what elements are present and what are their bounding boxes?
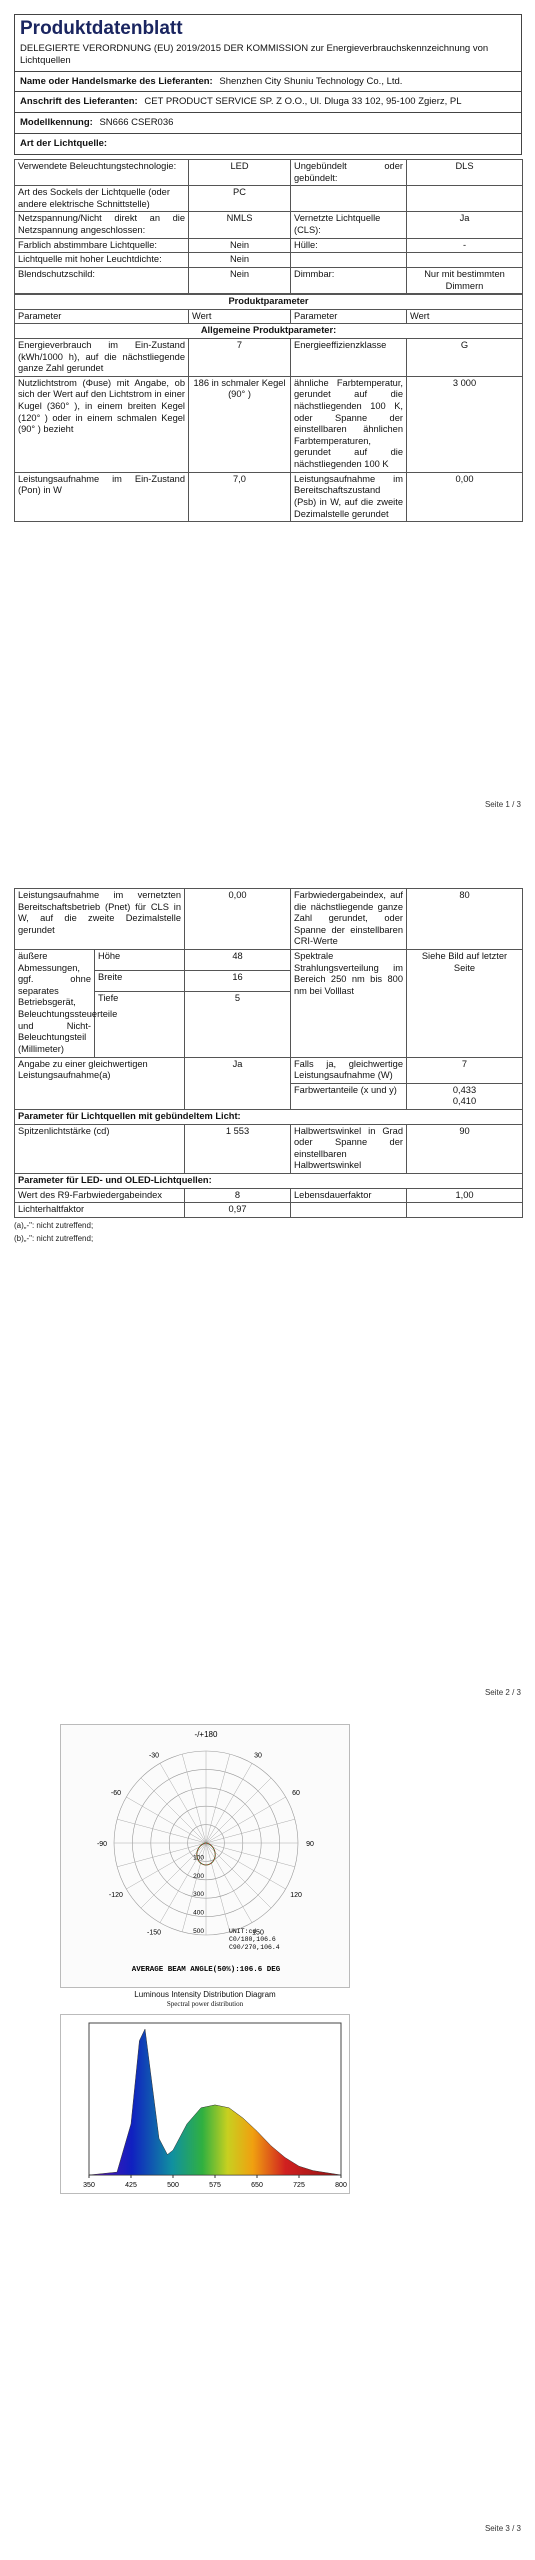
cell-peak-label: Spitzenlichtstärke (cd) (15, 1124, 185, 1173)
table-row (15, 1057, 523, 1083)
polar-angle-label: 150 (252, 1929, 264, 1937)
polar-angle-label: -90 (96, 1841, 108, 1848)
polar-spoke (182, 1754, 206, 1843)
table-row (15, 212, 523, 238)
supplier-name-label: Name oder Handelsmarke des Lieferanten: (20, 75, 213, 87)
cell-depth-value: 5 (185, 991, 291, 1057)
table-row (15, 267, 523, 293)
cell-cls-value: Ja (407, 212, 523, 238)
x-tick-label: 350 (83, 2182, 95, 2189)
polar-spoke (206, 1754, 230, 1843)
spectrum-chart (60, 2014, 350, 2194)
cell-mains-value: NMLS (189, 212, 291, 238)
cell-pon-value: 7,0 (189, 472, 291, 521)
cell-technology-value: LED (189, 160, 291, 186)
cell-directional-value: DLS (407, 160, 523, 186)
polar-c0-label: C0/180,106.6 (229, 1936, 276, 1943)
cell-pon-label: Leistungsaufnahme im Ein-Zustand (Pon) in W (15, 472, 189, 521)
table-row (15, 1174, 523, 1189)
table-row (15, 1109, 523, 1124)
cell-height-label: Höhe (95, 950, 185, 971)
cell-envelope-label: Hülle: (291, 238, 407, 253)
supplier-address-row (14, 92, 522, 113)
cell-energy-value: 7 (189, 338, 291, 376)
polar-spoke (126, 1797, 206, 1843)
x-tick-label: 425 (125, 2182, 137, 2189)
polar-angle-label: -60 (110, 1790, 121, 1797)
cell-maintenance-value: 0,97 (185, 1203, 291, 1218)
polar-ring-label: 300 (193, 1891, 204, 1899)
polar-top-label: -/+180 (194, 1730, 218, 1739)
directional-heading: Parameter für Lichtquellen mit gebündeltem Licht: (15, 1109, 523, 1124)
table-row (15, 889, 523, 950)
cell-r9-value: 8 (185, 1188, 291, 1203)
polar-spoke (206, 1819, 295, 1843)
table-row (15, 1188, 523, 1203)
polar-spoke (206, 1763, 252, 1843)
product-parameters-table (14, 294, 523, 522)
parameters-table-continued (14, 888, 523, 1218)
cell-hl-value: Nein (189, 253, 291, 268)
cell-energy-label: Energieverbrauch im Ein-Zustand (kWh/1000 h), auf die nächstliegende ganze Zahl gerundet (15, 338, 189, 376)
table-row (15, 324, 523, 339)
supplier-name: Shenzhen City Shuniu Technology Co., Ltd. (219, 75, 403, 87)
polar-caption: Luminous Intensity Distribution Diagram (134, 1990, 276, 1999)
col-header-param: Parameter (291, 309, 407, 324)
x-tick-label: 800 (335, 2182, 347, 2189)
table-row (15, 253, 523, 268)
polar-spoke (206, 1843, 286, 1889)
title-box (14, 14, 522, 72)
table-row (15, 1124, 523, 1173)
table-header-row (15, 309, 523, 324)
cell-depth-label: Tiefe (95, 991, 185, 1057)
polar-diagram (60, 1724, 350, 1988)
table-row (15, 338, 523, 376)
cell-width-label: Breite (95, 970, 185, 991)
cell-tunable-value: Nein (189, 238, 291, 253)
cell-dims-label: äußere Abmessungen, ggf. ohne separates Betriebsgerät, Beleuchtungssteuerteile und Nicht-Beleuchtungsteil (Millimeter) (15, 950, 95, 1057)
page-number: Seite 3 / 3 (484, 2524, 521, 2533)
table-row (15, 160, 523, 186)
cell-mains-label: Netzspannung/Nicht direkt an die Netzspannung angeschlossen: (15, 212, 189, 238)
cell-spectral-label: Spektrale Strahlungsverteilung im Bereich 250 nm bis 800 nm bei Volllast (291, 950, 407, 1057)
table-row (15, 950, 523, 971)
cell-directional-label: Ungebündelt oder gebündelt: (291, 160, 407, 186)
supplier-address: CET PRODUCT SERVICE SP. Z O.O., Ul. Dluga 33 102, 95-100 Zgierz, PL (144, 96, 462, 108)
polar-spoke (117, 1819, 206, 1843)
regulation-subtitle: DELEGIERTE VERORDNUNG (EU) 2019/2015 DER KOMMISSION zur Energieverbrauchskennzeichnung von Lichtquellen (20, 42, 489, 66)
cell-chroma-label: Farbwertanteile (x und y) (291, 1083, 407, 1109)
polar-ring-label: 200 (193, 1872, 204, 1880)
general-params-heading: Allgemeine Produktparameter: (15, 324, 523, 339)
cell-beam-value: 90 (407, 1124, 523, 1173)
polar-spoke (206, 1843, 230, 1932)
cell-cap-value: PC (189, 186, 291, 212)
x-tick-label: 650 (251, 2182, 263, 2189)
page-number: Seite 1 / 3 (484, 800, 521, 809)
footnote-b: (b)„-": nicht zutreffend; (14, 1233, 94, 1243)
polar-svg (61, 1725, 351, 1989)
cell-width-value: 16 (185, 970, 291, 991)
cell-pnet-label: Leistungsaufnahme im vernetzten Bereitschaftsbetrieb (Pnet) für CLS in W, auf die zweite Dezimalstelle gerundet (15, 889, 185, 950)
polar-beam-label: AVERAGE BEAM ANGLE(50%):106.6 DEG (131, 1966, 281, 1974)
cell-flux-value: 186 in schmaler Kegel (90° ) (189, 376, 291, 472)
polar-angle-label: 30 (254, 1752, 262, 1760)
table-row (15, 472, 523, 521)
cell-dimmable-label: Dimmbar: (291, 267, 407, 293)
table-row (15, 295, 523, 310)
header-block (14, 14, 522, 522)
cell-cct-value: 3 000 (407, 376, 523, 472)
cell-flux-label: Nutzlichtstrom (Φuse) mit Angabe, ob sich der Wert auf den Lichtstrom in einer Kugel (360° ), in einem breiten Kegel (120° ) oder in einem schmalen Kegel (90° ) bezieht (15, 376, 189, 472)
cell-tunable-label: Farblich abstimmbare Lichtquelle: (15, 238, 189, 253)
cell-survival-value: 1,00 (407, 1188, 523, 1203)
cell-empty (291, 186, 407, 212)
cell-empty (291, 253, 407, 268)
polar-spoke (126, 1843, 206, 1889)
polar-angle-label: -120 (108, 1892, 123, 1899)
cell-envelope-value: - (407, 238, 523, 253)
polar-c90-label: C90/270,106.4 (229, 1944, 280, 1951)
model-label: Modellkennung: (20, 117, 93, 129)
polar-unit-label: UNIT:cd (229, 1928, 257, 1935)
cell-empty (407, 253, 523, 268)
col-header-param: Parameter (15, 309, 189, 324)
footnote-a: (a)„-": nicht zutreffend; (14, 1220, 94, 1230)
polar-ring-label: 100 (193, 1854, 204, 1862)
cell-cap-label: Art des Sockels der Lichtquelle (oder andere elektrische Schnittstelle) (15, 186, 189, 212)
polar-spoke (206, 1843, 252, 1923)
light-source-type-table (14, 159, 523, 294)
model-value: SN666 CSER036 (99, 117, 174, 129)
cell-equiv-power-value: 7 (407, 1057, 523, 1083)
cell-r9-label: Wert des R9-Farbwiedergabeindex (15, 1188, 185, 1203)
col-header-value: Wert (407, 309, 523, 324)
cell-glare-value: Nein (189, 267, 291, 293)
table-row (15, 238, 523, 253)
cell-spectral-value: Siehe Bild auf letzter Seite (407, 950, 523, 1057)
cell-glare-label: Blendschutzschild: (15, 267, 189, 293)
cell-empty (407, 1203, 523, 1218)
cell-cri-value: 80 (407, 889, 523, 950)
spectrum-caption: Spectral power distribution (166, 2000, 244, 2008)
cell-maintenance-label: Lichterhaltfaktor (15, 1203, 185, 1218)
cell-cct-label: ähnliche Farbtemperatur, gerundet auf die nächstliegenden 100 K, oder Spanne der einstellbaren ähnlichen Farbtemperaturen, gerundet auf die nächstliegenden 100 K (291, 376, 407, 472)
polar-spoke (206, 1843, 271, 1908)
polar-spoke (206, 1797, 286, 1843)
page-title: Produktdatenblatt (20, 18, 183, 39)
cell-cri-label: Farbwiedergabeindex, auf die nächstliegende ganze Zahl gerundet, oder Spanne der einstellbaren CRI-Werte (291, 889, 407, 950)
cell-pnet-value: 0,00 (185, 889, 291, 950)
equiv-text: Angabe zu einer gleichwertigen Leistungsaufnahme(a) (18, 1058, 148, 1081)
cell-class-label: Energieeffizienzklasse (291, 338, 407, 376)
cell-survival-label: Lebensdauerfaktor (291, 1188, 407, 1203)
page-number: Seite 2 / 3 (484, 1688, 521, 1697)
polar-angle-label: -30 (148, 1752, 160, 1760)
type-heading: Art der Lichtquelle: (14, 134, 522, 155)
polar-ring-label: 400 (193, 1909, 204, 1917)
polar-angle-label: 60 (292, 1790, 300, 1797)
x-tick-label: 725 (293, 2182, 305, 2189)
table-row (15, 1203, 523, 1218)
spectrum-area (89, 2029, 341, 2175)
model-row (14, 113, 522, 134)
cell-equiv-label (15, 1057, 185, 1109)
polar-angle-label: 90 (306, 1841, 314, 1848)
polar-spoke (160, 1763, 206, 1843)
cell-dimmable-value: Nur mit bestimmten Dimmern (407, 267, 523, 293)
cell-empty (291, 1203, 407, 1218)
cell-peak-value: 1 553 (185, 1124, 291, 1173)
cell-equiv-value: Ja (185, 1057, 291, 1109)
x-tick-label: 500 (167, 2182, 179, 2189)
polar-spoke (206, 1843, 295, 1867)
polar-spoke (141, 1778, 206, 1843)
table-row (15, 186, 523, 212)
spectrum-svg (61, 2015, 351, 2195)
supplier-name-row (14, 72, 522, 93)
polar-angle-label: -150 (146, 1929, 162, 1937)
cell-empty (407, 186, 523, 212)
chroma-y: 0,410 (452, 1096, 477, 1107)
polar-ring-label: 500 (193, 1928, 204, 1935)
cell-psb-value: 0,00 (407, 472, 523, 521)
x-tick-label: 575 (209, 2182, 221, 2189)
cell-hl-label: Lichtquelle mit hoher Leuchtdichte: (15, 253, 189, 268)
cell-equiv-power-label: Falls ja, gleichwertige Leistungsaufnahme (W) (291, 1057, 407, 1083)
cell-beam-label: Halbwertswinkel in Grad oder Spanne der einstellbaren Halbwertswinkel (291, 1124, 407, 1173)
cell-height-value: 48 (185, 950, 291, 971)
polar-angle-label: 120 (290, 1892, 302, 1899)
cell-class-value: G (407, 338, 523, 376)
table-row (15, 376, 523, 472)
cell-chroma-value (407, 1083, 523, 1109)
led-heading: Parameter für LED- und OLED-Lichtquellen: (15, 1174, 523, 1189)
col-header-value: Wert (189, 309, 291, 324)
cell-cls-label: Vernetzte Lichtquelle (CLS): (291, 212, 407, 238)
polar-spoke (206, 1778, 271, 1843)
params-heading: Produktparameter (15, 295, 523, 310)
chroma-x: 0,433 (452, 1084, 477, 1095)
supplier-address-label: Anschrift des Lieferanten: (20, 96, 138, 108)
cell-technology-label: Verwendete Beleuchtungstechnologie: (15, 160, 189, 186)
cell-psb-label: Leistungsaufnahme im Bereitschaftszustand (Psb) in W, auf die zweite Dezimalstelle gerundet (291, 472, 407, 521)
